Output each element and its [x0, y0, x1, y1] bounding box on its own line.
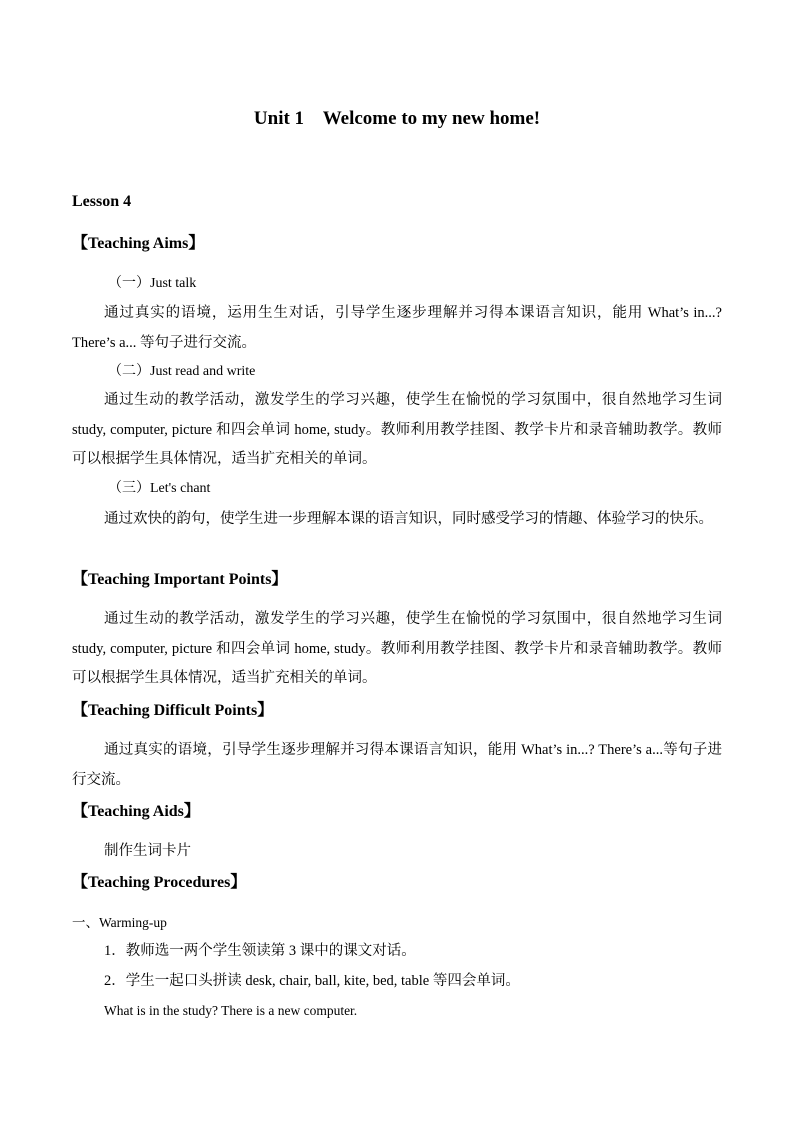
- aim-2-label: （二）Just read and write: [108, 364, 256, 379]
- aim-3-label: （三）Let's chant: [108, 481, 211, 496]
- lesson-label: Lesson 4: [72, 193, 132, 210]
- important-points-text: 通过生动的教学活动，激发学生的学习兴趣，使学生在愉悦的学习氛围中，很自然地学习生词 study, computer, picture 和四会单词 home, study。教师利用教学挂图、教学卡片和录音辅助教学。教师可以根据学生具体情况，适当扩充相关的单词。: [72, 611, 722, 686]
- procedure-step-1: 1．教师选一两个学生领读第 3 课中的课文对话。: [104, 943, 416, 959]
- procedure-step-2: 2．学生一起口头拼读 desk, chair, ball, kite, bed, table 等四会单词。: [104, 973, 520, 989]
- aim-1-label: （一）Just talk: [108, 276, 197, 291]
- important-points-heading: 【Teaching Important Points】: [72, 571, 288, 588]
- aim-3-text: 通过欢快的韵句，使学生进一步理解本课的语言知识，同时感受学习的情趣、体验学习的快乐。: [104, 511, 713, 527]
- aim-2-text: 通过生动的教学活动，激发学生的学习兴趣，使学生在愉悦的学习氛围中，很自然地学习生词 study, computer, picture 和四会单词 home, study。教师利用教学挂图、教学卡片和录音辅助教学。教师可以根据学生具体情况，适当扩充相关的单词。: [72, 392, 722, 467]
- procedures-section-title: 一、Warming-up: [72, 915, 167, 930]
- procedure-example-sentence: What is in the study? There is a new computer.: [104, 1003, 358, 1018]
- procedures-heading: 【Teaching Procedures】: [72, 874, 247, 891]
- teaching-aids-text: 制作生词卡片: [104, 843, 191, 859]
- teaching-aids-heading: 【Teaching Aids】: [72, 803, 200, 820]
- difficult-points-text: 通过真实的语境，引导学生逐步理解并习得本课语言知识，能用 What’s in...? There’s a...等句子进行交流。: [72, 742, 722, 788]
- aim-1-text: 通过真实的语境，运用生生对话，引导学生逐步理解并习得本课语言知识，能用 What’s in...? There’s a... 等句子进行交流。: [72, 305, 722, 351]
- teaching-aims-heading: 【Teaching Aims】: [72, 235, 205, 252]
- difficult-points-heading: 【Teaching Difficult Points】: [72, 702, 274, 719]
- document-title: Unit 1 Welcome to my new home!: [253, 108, 541, 129]
